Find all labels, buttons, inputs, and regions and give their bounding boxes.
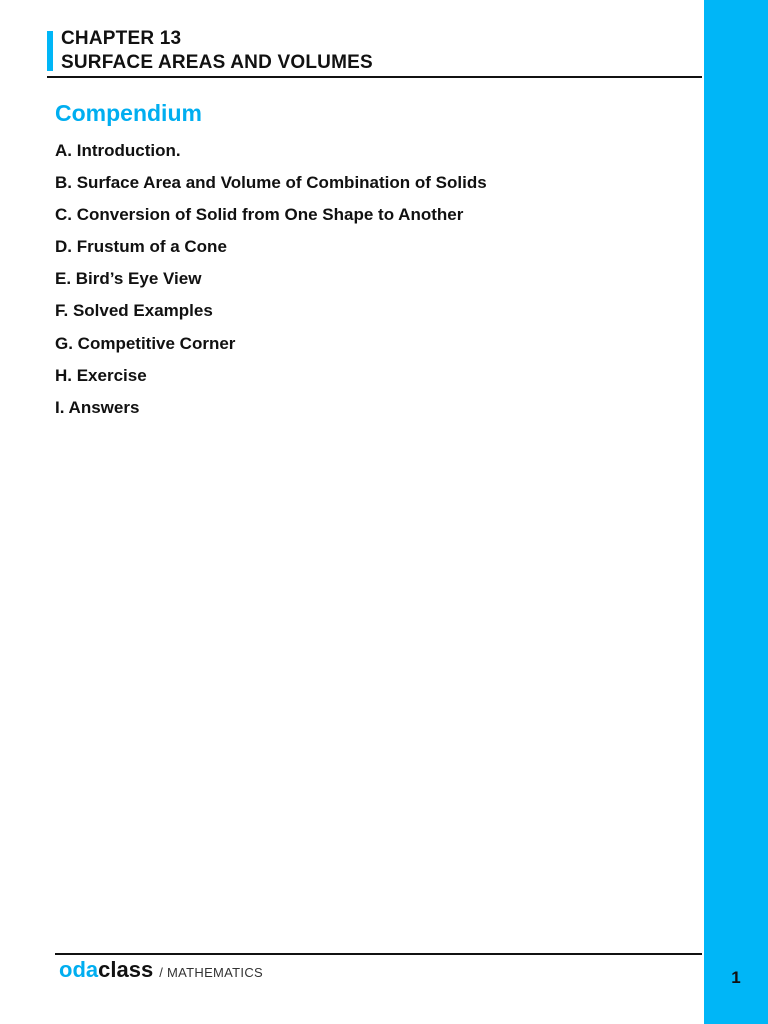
footer-divider	[55, 953, 702, 955]
footer-subject: / MATHEMATICS	[159, 965, 263, 980]
compendium-item: E. Bird’s Eye View	[55, 269, 202, 289]
chapter-heading	[61, 27, 373, 75]
odaclass-logo	[59, 956, 263, 987]
compendium-list	[55, 140, 487, 429]
compendium-item: D. Frustum of a Cone	[55, 237, 227, 257]
compendium-item: I. Answers	[55, 397, 140, 417]
compendium-item: A. Introduction.	[55, 141, 181, 160]
compendium-item: C. Conversion of Solid from One Shape to Another	[55, 205, 464, 225]
compendium-title: Compendium	[55, 100, 202, 126]
page-number: 1	[731, 968, 741, 987]
logo-class-text: class	[98, 957, 154, 982]
chapter-accent-bar	[47, 31, 53, 71]
compendium-item: G. Competitive Corner	[55, 333, 236, 353]
side-accent-band	[704, 0, 768, 1024]
logo-oda-text: oda	[59, 957, 99, 982]
chapter-number: CHAPTER 13	[61, 28, 182, 49]
header-divider	[47, 76, 702, 78]
compendium-item: F. Solved Examples	[55, 301, 213, 321]
compendium-item: H. Exercise	[55, 365, 147, 385]
compendium-item: B. Surface Area and Volume of Combination of Solids	[55, 173, 487, 193]
chapter-title: SURFACE AREAS AND VOLUMES	[61, 52, 373, 73]
